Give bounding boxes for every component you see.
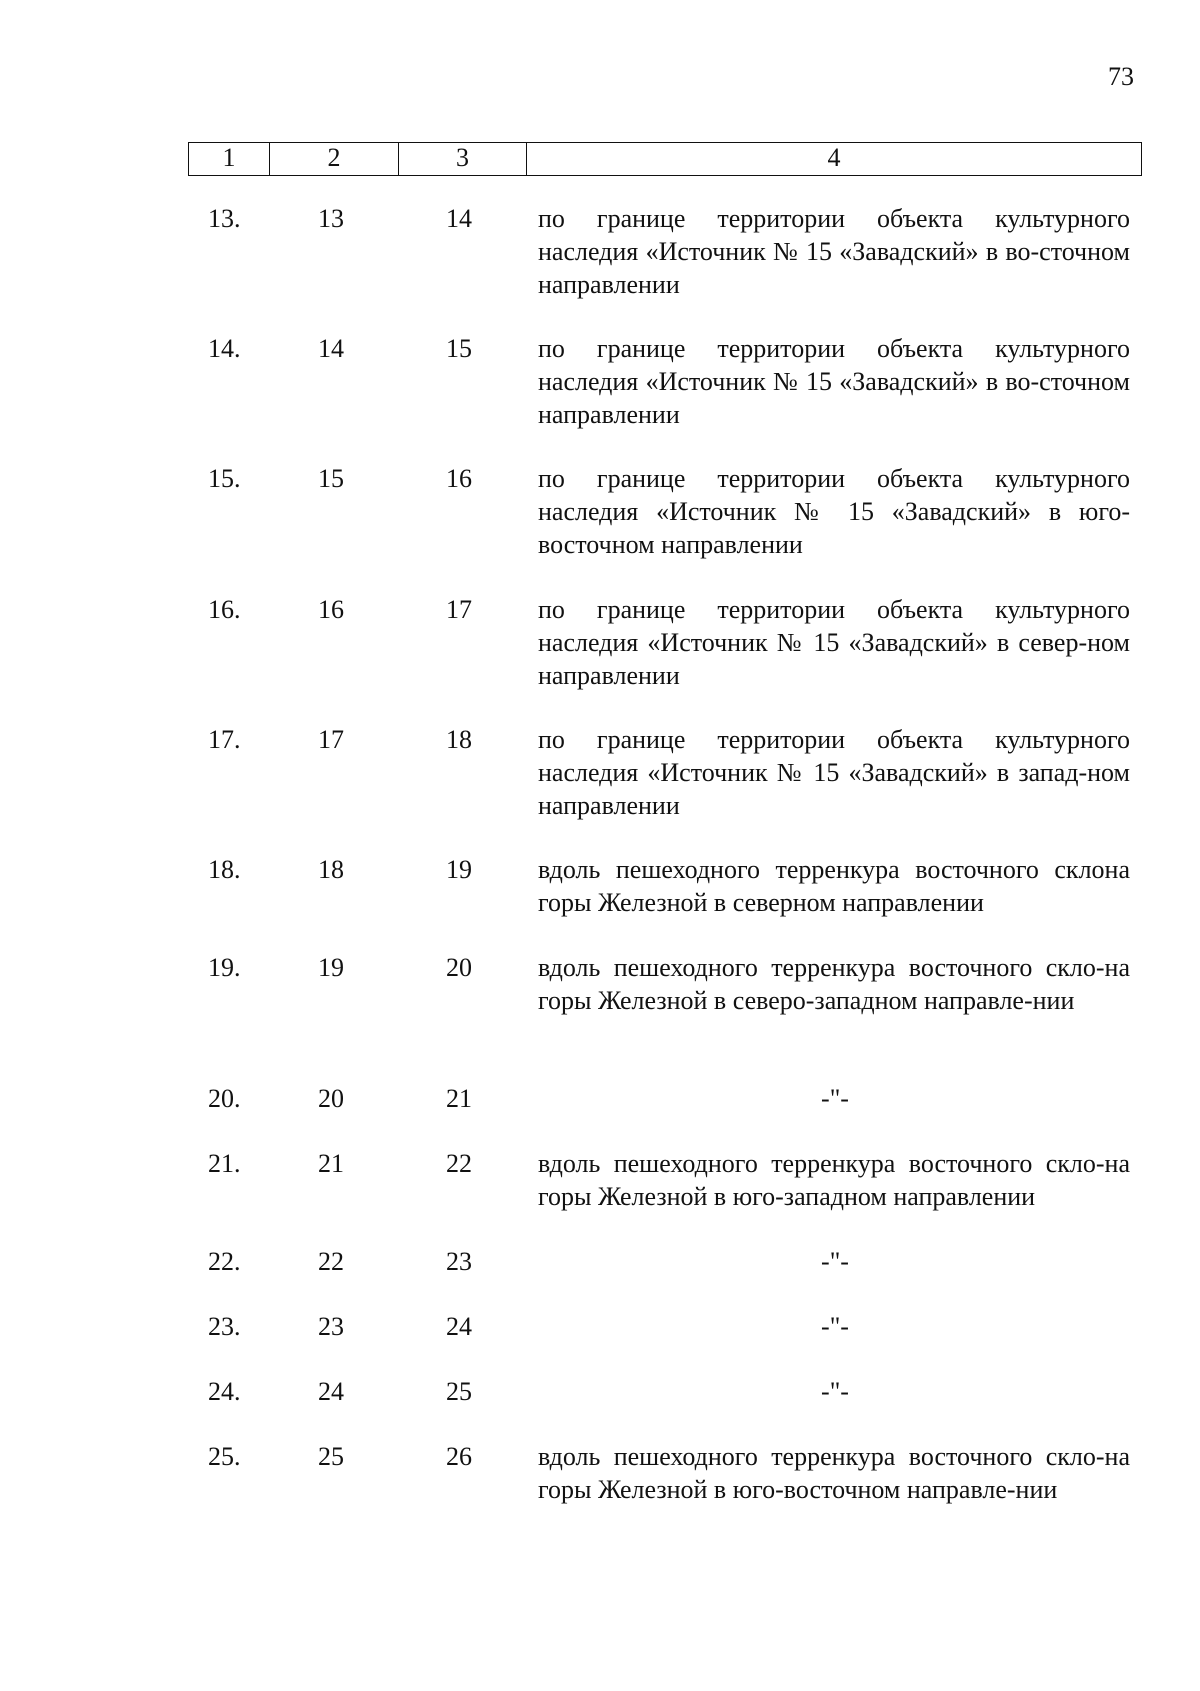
boundary-description: по границе территории объекта культурного наследия «Источник № 15 «Завадский» в север-ном направлении xyxy=(538,595,1130,690)
ditto-mark: -"- xyxy=(821,1084,849,1113)
header-cell-3: 3 xyxy=(399,143,527,175)
point-from: 15 xyxy=(318,464,344,493)
point-from: 13 xyxy=(318,204,344,233)
row-number: 13. xyxy=(208,204,241,233)
boundary-description: вдоль пешеходного терренкура восточного скло-на горы Железной в северо-западном направле-нии xyxy=(538,953,1130,1015)
row-number: 23. xyxy=(208,1312,241,1341)
row-number: 25. xyxy=(208,1442,241,1471)
point-to: 18 xyxy=(446,725,472,754)
row-number: 14. xyxy=(208,334,241,363)
boundary-description: по границе территории объекта культурного наследия «Источник № 15 «Завадский» в во-сточном направлении xyxy=(538,204,1130,299)
point-from: 24 xyxy=(318,1377,344,1406)
row-number: 18. xyxy=(208,855,241,884)
point-from: 20 xyxy=(318,1084,344,1113)
ditto-mark: -"- xyxy=(821,1247,849,1276)
point-to: 15 xyxy=(446,334,472,363)
row-number: 17. xyxy=(208,725,241,754)
point-to: 19 xyxy=(446,855,472,884)
point-from: 22 xyxy=(318,1247,344,1276)
ditto-mark: -"- xyxy=(821,1312,849,1341)
ditto-mark: -"- xyxy=(821,1377,849,1406)
boundary-description: по границе территории объекта культурного наследия «Источник № 15 «Завадский» в во-сточном направлении xyxy=(538,334,1130,429)
point-to: 14 xyxy=(446,204,472,233)
point-to: 22 xyxy=(446,1149,472,1178)
boundary-description: по границе территории объекта культурного наследия «Источник № 15 «Завадский» в запад-ном направлении xyxy=(538,725,1130,820)
table-header xyxy=(188,142,1142,176)
row-number: 15. xyxy=(208,464,241,493)
boundary-description: вдоль пешеходного терренкура восточного скло-на горы Железной в юго-восточном направле-нии xyxy=(538,1442,1130,1504)
point-to: 17 xyxy=(446,595,472,624)
row-number: 20. xyxy=(208,1084,241,1113)
row-number: 16. xyxy=(208,595,241,624)
row-number: 19. xyxy=(208,953,241,982)
row-number: 22. xyxy=(208,1247,241,1276)
point-from: 16 xyxy=(318,595,344,624)
header-cell-4: 4 xyxy=(827,143,841,172)
point-from: 19 xyxy=(318,953,344,982)
boundary-description: вдоль пешеходного терренкура восточного склона горы Железной в северном направлении xyxy=(538,855,1130,917)
point-from: 18 xyxy=(318,855,344,884)
point-to: 24 xyxy=(446,1312,472,1341)
boundary-description: вдоль пешеходного терренкура восточного скло-на горы Железной в юго-западном направлении xyxy=(538,1149,1130,1211)
point-from: 14 xyxy=(318,334,344,363)
row-number: 21. xyxy=(208,1149,241,1178)
point-to: 21 xyxy=(446,1084,472,1113)
header-cell-2: 2 xyxy=(270,143,399,175)
point-from: 25 xyxy=(318,1442,344,1471)
header-cell-1: 1 xyxy=(189,143,270,175)
point-to: 25 xyxy=(446,1377,472,1406)
point-to: 16 xyxy=(446,464,472,493)
point-from: 21 xyxy=(318,1149,344,1178)
point-to: 20 xyxy=(446,953,472,982)
row-number: 24. xyxy=(208,1377,241,1406)
point-to: 23 xyxy=(446,1247,472,1276)
point-from: 17 xyxy=(318,725,344,754)
point-from: 23 xyxy=(318,1312,344,1341)
page-number: 73 xyxy=(1108,62,1134,91)
boundary-description: по границе территории объекта культурного наследия «Источник № 15 «Завадский» в юго-восточном направлении xyxy=(538,464,1130,559)
point-to: 26 xyxy=(446,1442,472,1471)
